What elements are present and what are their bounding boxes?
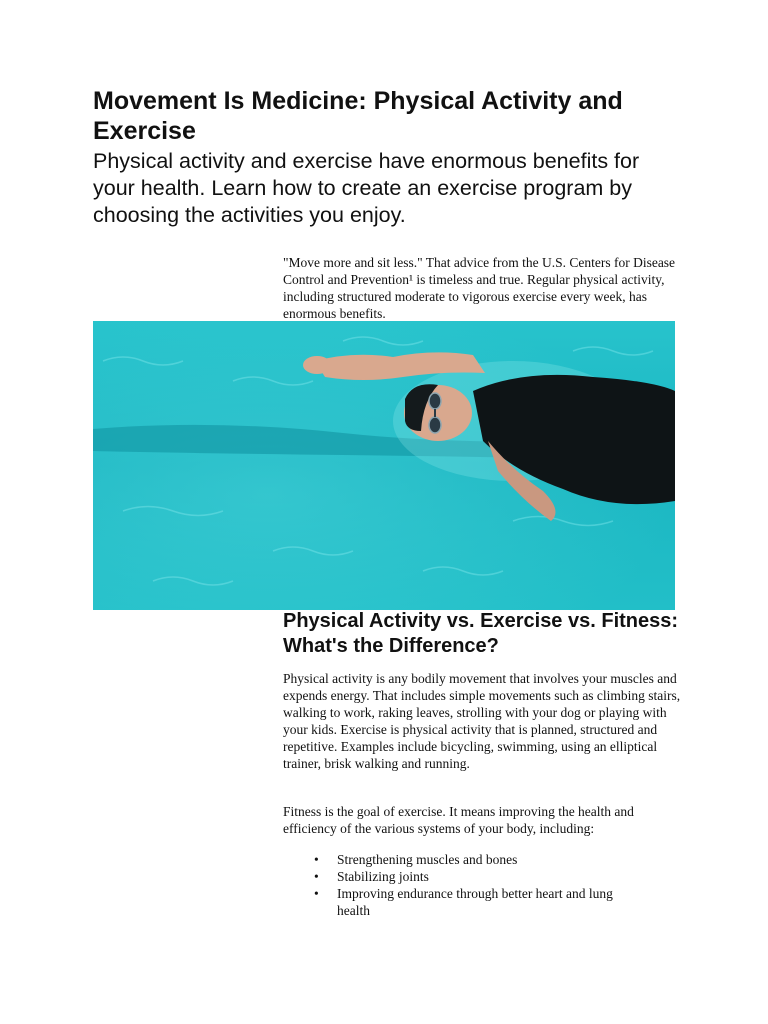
bullet-icon: • — [314, 886, 319, 901]
list-item — [283, 885, 683, 919]
article-subtitle: Physical activity and exercise have enormous benefits for your health. Learn how to create an exercise program by choosing the activities you enjoy. — [93, 149, 640, 227]
bullet-icon: • — [314, 869, 319, 884]
list-item — [283, 868, 683, 885]
list-item-text: Strengthening muscles and bones — [337, 852, 518, 867]
bullet-icon: • — [314, 852, 319, 867]
fitness-paragraph: Fitness is the goal of exercise. It means improving the health and efficiency of the various systems of your body, including: — [283, 804, 634, 836]
hero-image-swimmer — [93, 321, 675, 610]
list-item-text: Stabilizing joints — [337, 869, 429, 884]
physical-activity-paragraph: Physical activity is any bodily movement that involves your muscles and expends energy. That includes simple movements such as climbing stairs, walking to work, raking leaves, strolling with your dog or playing with your kids. Exercise is physical activity that is planned, structured and repetitive. Examples include bicycling, swimming, using an elliptical trainer, brisk walking and running. — [283, 671, 681, 771]
list-item — [283, 851, 683, 868]
swimmer-illustration — [93, 321, 675, 610]
article-title: Movement Is Medicine: Physical Activity and Exercise — [93, 87, 623, 145]
list-item-text: Improving endurance through better heart and lung health — [337, 886, 613, 918]
intro-paragraph: "Move more and sit less." That advice from the U.S. Centers for Disease Control and Prevention¹ is timeless and true. Regular physical activity, including structured moderate to vigorous exercise every week, has enormous benefits. — [283, 255, 676, 321]
section-heading: Physical Activity vs. Exercise vs. Fitness: What's the Difference? — [283, 610, 679, 657]
fitness-benefits-list — [283, 851, 683, 919]
